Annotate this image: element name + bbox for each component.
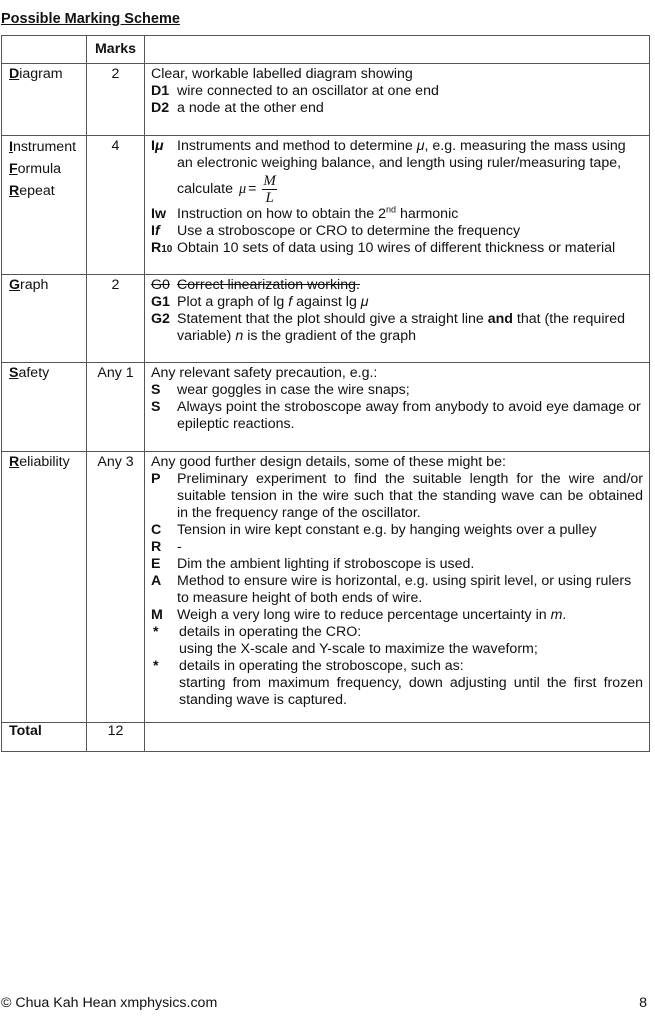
item-r: R -	[151, 539, 182, 555]
item-g1: G1 Plot a graph of lg f against lg μ	[151, 294, 369, 310]
marks-graph: 2	[87, 275, 145, 363]
description-safety: Any relevant safety precaution, e.g.: S wear goggles in case the wire snaps; S Always point the stroboscope away from anybody to avoid eye damage or epileptic reactions.	[145, 363, 650, 452]
item-if: If Use a stroboscope or CRO to determine the frequency	[151, 223, 521, 239]
marks-reliability: Any 3	[87, 452, 145, 723]
total-label: Total	[2, 723, 87, 752]
footer-copyright: © Chua Kah Hean xmphysics.com	[1, 995, 218, 1011]
item-i-mu: Iμ Instruments and method to determine μ, e.g. measuring the mass using an electronic weighing balance, and length using ruler/measuring tape, calculate μ = $\frac{M}{L}$	[151, 138, 643, 206]
marks-safety: Any 1	[87, 363, 145, 452]
item-g2: G2 Statement that the plot should give a straight line and that (the required variable) n is the gradient of the graph	[151, 311, 625, 344]
formula-mu: calculate μ = $\frac{M}{L}$	[177, 172, 276, 206]
item-r10: R10 Obtain 10 sets of data using 10 wires of different thickness or material	[151, 240, 616, 256]
criterion-instrument-formula-repeat: Instrument Formula Repeat	[2, 136, 87, 275]
page-title: Possible Marking Scheme	[1, 11, 180, 27]
item-p: P Preliminary experiment to find the suitable length for the wire and/or suitable tension in the wire such that the standing wave can be obtained in the frequency range of the oscillator.	[151, 471, 643, 521]
item-m: M Weigh a very long wire to reduce percentage uncertainty in m.	[151, 607, 567, 623]
description-instrument	[145, 136, 650, 275]
item-e: E Dim the ambient lighting if stroboscope is used.	[151, 556, 475, 572]
item-c: C Tension in wire kept constant e.g. by hanging weights over a pulley	[151, 522, 597, 538]
table-row-safety	[2, 363, 650, 452]
criterion-safety: Safety	[2, 363, 87, 452]
item-a: A Method to ensure wire is horizontal, e.g. using spirit level, or using rulers to measure height of both ends of wire.	[151, 573, 632, 606]
total-description	[145, 723, 650, 752]
description-graph	[145, 275, 650, 363]
marks-diagram: 2	[87, 64, 145, 136]
item-g0-struck: G0 Correct linearization working.	[151, 277, 360, 293]
description-reliability: Any good further design details, some of these might be: P Preliminary experiment to find the suitable length for the wire and/or suitable tension in the wire such that the standing wave can be obtained in the frequency range of the oscillator. C Tension in wire kept constant e.g. by hanging weights over a pulley R - E Dim the ambient lighting if stroboscope is used. A Method to ensure wire is horizontal, e.g. using spirit level, or using rulers to measure height of both ends of wire. M Weigh a very long wire to reduce percentage uncertainty in m. * details in operating the CRO: using the X-scale and Y-scale to maximize the waveform; * details in operating the stroboscope, such as: starting from maximum frequency, down adjusting until the first frozen standing wave is captured.	[145, 452, 650, 723]
marking-scheme-table	[1, 35, 650, 752]
table-header-row	[2, 36, 650, 64]
header-description	[145, 36, 650, 64]
criterion-graph: Graph	[2, 275, 87, 363]
item-s1: S wear goggles in case the wire snaps;	[151, 382, 410, 398]
table-row-instrument	[2, 136, 650, 275]
table-row-diagram	[2, 64, 650, 136]
criterion-reliability: Reliability	[2, 452, 87, 723]
table-row-reliability	[2, 452, 650, 723]
description-diagram: Clear, workable labelled diagram showing D1 wire connected to an oscillator at one end D2 a node at the other end	[145, 64, 650, 136]
item-iw: Iw Instruction on how to obtain the 2nd harmonic	[151, 204, 459, 222]
header-criterion	[2, 36, 87, 64]
marks-instrument: 4	[87, 136, 145, 275]
header-marks: Marks	[87, 36, 145, 64]
item-s2: S Always point the stroboscope away from anybody to avoid eye damage or epileptic reactions.	[151, 399, 641, 432]
item-d1: D1 wire connected to an oscillator at one end	[151, 83, 439, 99]
table-row-total	[2, 723, 650, 752]
item-stroboscope-details: * details in operating the stroboscope, such as: starting from maximum frequency, down adjusting until the first frozen standing wave is captured.	[153, 658, 643, 708]
table-row-graph	[2, 275, 650, 363]
criterion-diagram: Diagram	[2, 64, 87, 136]
total-marks: 12	[87, 723, 145, 752]
page-number: 8	[639, 995, 647, 1011]
item-d2: D2 a node at the other end	[151, 100, 324, 116]
item-cro-details: * details in operating the CRO: using the X-scale and Y-scale to maximize the waveform;	[153, 624, 538, 657]
